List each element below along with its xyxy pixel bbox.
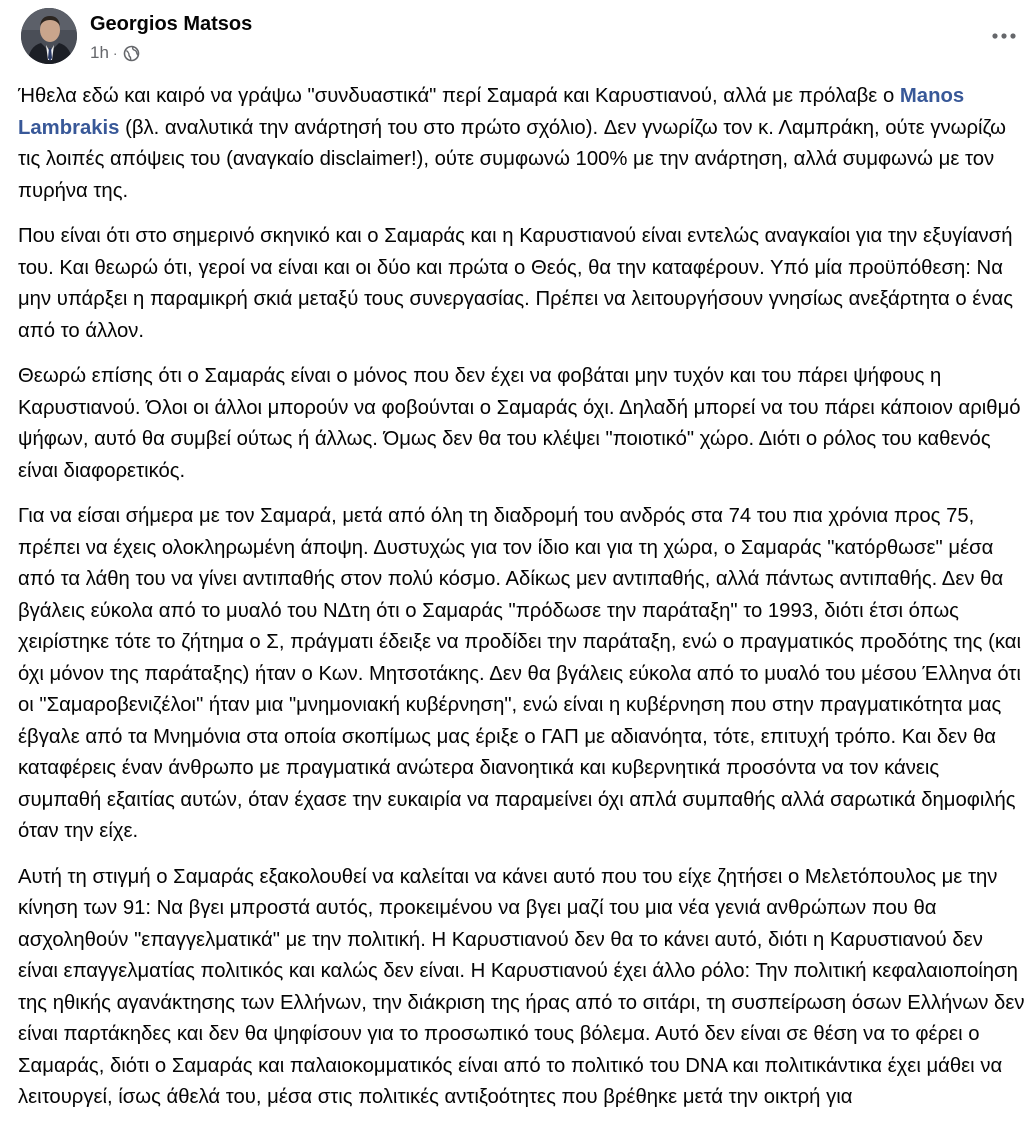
post-body	[18, 81, 1028, 1128]
post-paragraph	[18, 81, 1028, 207]
post-paragraph: Για να είσαι σήμερα με τον Σαμαρά, μετά από όλη τη διαδρομή του ανδρός στα 74 του πια χρόνια προς 75, πρέπει να έχεις ολοκληρωμένη άποψη. Δυστυχώς για τον ίδιο και για τη χώρα, ο Σαμαράς "κατόρθωσε" μέσα από τα λάθη του να γίνει αντιπαθής στον πολύ κόσμο. Αδίκως μεν αντιπαθής, αλλά πάντως αντιπαθής. Δεν θα βγάλεις εύκολα από το μυαλό του ΝΔτη ότι ο Σαμαράς "πρόδωσε την παράταξη" το 1993, διότι έτσι όπως χειρίστηκε τότε το ζήτημα ο Σ, πράγματι έδειξε να προδίδει την παράταξη, ενώ ο πραγματικός προδότης της (και όχι μόνον της παράταξης) ήταν ο Κων. Μητσοτάκης. Δεν θα βγάλεις εύκολα από το μυαλό του μέσου Έλληνα ότι οι "Σαμαροβενιζέλοι" ήταν μια "μνημονιακή κυβέρνηση", ενώ είναι η κυβέρνηση που στην πραγματικότητα μας έβγαλε από τα Μνημόνια στα οποία σκοπίμως μας έριξε ο ΓΑΠ με αδιανόητα, τότε, επιτυχή τρόπο. Και δεν θα καταφέρεις έναν άνθρωπο με πραγματικά ανώτερα διανοητικά και κυβερνητικά προσόντα να τον κάνεις συμπαθή εξαιτίας αυτών, όταν έχασε την ευκαιρία να παραμείνει όχι απλά συμπαθής αλλά σαρωτικά δημοφιλής όταν την είχε.	[18, 505, 1021, 842]
post-paragraph: Αυτή τη στιγμή ο Σαμαράς εξακολουθεί να καλείται να κάνει αυτό που του είχε ζητήσει ο Μελετόπουλος με την κίνηση των 91: Να βγει μπροστά αυτός, προκειμένου να βγει μαζί του μια νέα γενιά ανθρώπων που θα ασχοληθούν "επαγγελματικά" με την πολιτική. Η Καρυστιανού δεν θα το κάνει αυτό, διότι η Καρυστιανού δεν είναι επαγγελματίας πολιτικός και καλώς δεν είναι. Η Καρυστιανού έχει άλλο ρόλο: Την πολιτική κεφαλαιοποίηση της ηθικής αγανάκτησης των Ελλήνων, την διάκριση της ήρας από το σιτάρι, τη συσπείρωση όσων Ελλήνων δεν είναι παρτάκηδες και δεν θα ψηφίσουν για το προσωπικό τους βόλεμα. Αυτό δεν είναι σε θέση να το φέρει ο Σαμαράς, διότι ο Σαμαράς και παλαιοκομματικός είναι από το πολιτικό του DNA και πολιτικάντικα έχει μάθει να λειτουργεί, ίσως άθελά του, μέσα στις πολιτικές αντιξοότητες που βρέθηκε μετά την οικτρή για	[18, 865, 1025, 1108]
profile-photo	[21, 8, 77, 64]
more-options-icon	[991, 32, 1017, 40]
post-paragraph: Που είναι ότι στο σημερινό σκηνικό και ο Σαμαράς και η Καρυστιανού είναι εντελώς αναγκαίοι για την εξυγίανσή του. Και θεωρώ ότι, γεροί να είναι και οι δύο και πρώτα ο Θεός, θα την καταφέρουν. Υπό μία προϋπόθεση: Να μην υπάρξει η παραμικρή σκιά μεταξύ τους συνεργασίας. Πρέπει να λειτουργήσουν γνησίως ανεξάρτητα ο ένας από το άλλον.	[18, 225, 1013, 342]
meta-separator: ·	[112, 45, 118, 61]
author-avatar[interactable]	[21, 8, 77, 64]
post-header	[0, 0, 1030, 76]
author-name[interactable]: Georgios Matsos	[90, 13, 253, 35]
post-paragraph: Θεωρώ επίσης ότι ο Σαμαράς είναι ο μόνος που δεν έχει να φοβάται μην τυχόν και του πάρει ψήφους η Καρυστιανού. Όλοι οι άλλοι μπορούν να φοβούνται ο Σαμαράς όχι. Δηλαδή μπορεί να του πάρει κάποιον αριθμό ψήφων, αυτό θα συμβεί ούτως ή άλλως. Όμως δεν θα του κλέψει "ποιοτικό" χώρο. Διότι ο ρόλος του καθενός είναι διαφορετικός.	[18, 365, 1021, 482]
more-options-button[interactable]	[984, 18, 1024, 54]
paragraph-text: Ήθελα εδώ και καιρό να γράψω "συνδυαστικά" περί Σαμαρά και Καρυστιανού, αλλά με πρόλαβε ο	[18, 85, 900, 107]
globe-icon[interactable]	[123, 45, 140, 62]
post-meta	[90, 42, 140, 64]
mention-link[interactable]: Manos Lambrakis	[18, 85, 965, 139]
paragraph-text: (βλ. αναλυτικά την ανάρτησή του στο πρώτο σχόλιο). Δεν γνωρίζω τον κ. Λαμπράκη, ούτε γνωρίζω τις λοιπές απόψεις του (αναγκαίο disclaimer!), ούτε συμφωνώ 100% με την ανάρτηση, αλλά συμφωνώ με τον πυρήνα της.	[18, 116, 1006, 202]
post-timestamp[interactable]: 1h	[90, 43, 109, 62]
